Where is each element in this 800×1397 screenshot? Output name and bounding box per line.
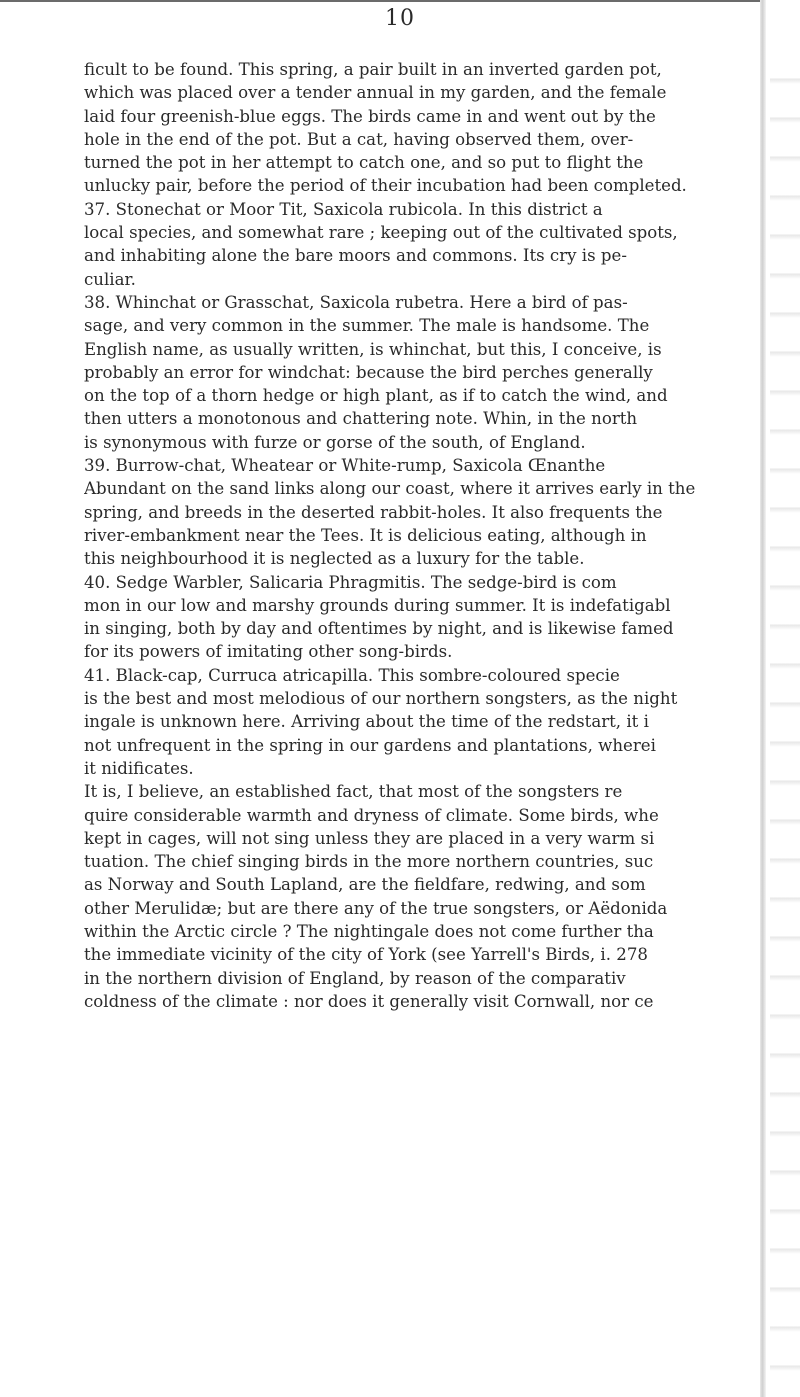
text-line: laid four greenish-blue eggs. The birds came in and went out by the [84,106,656,126]
text-line: then utters a monotonous and chattering note. Whin, in the north [84,409,638,429]
text-line: quire considerable warmth and dryness of climate. Some birds, whe [84,805,659,825]
text-line: hole in the end of the pot. But a cat, having observed them, over- [84,129,634,149]
text-line: 41. Black-cap, Curruca atricapilla. This sombre-coloured specie [84,665,620,685]
text-line: which was placed over a tender annual in my garden, and the female [84,83,667,103]
text-line: tuation. The chief singing birds in the more northern countries, suc [84,852,654,872]
text-line: it nidificates. [84,758,194,778]
page-top-edge [0,0,762,2]
text-line: is the best and most melodious of our northern songsters, as the night [84,689,678,709]
page-number: 10 [385,6,415,31]
text-line: for its powers of imitating other song-birds. [84,642,453,662]
text-line: the immediate vicinity of the city of York (see Yarrell's Birds, i. 278 [84,945,648,965]
text-line: in singing, both by day and oftentimes by night, and is likewise famed [84,619,674,639]
text-line: coldness of the climate : nor does it generally visit Cornwall, nor ce [84,991,654,1011]
text-line: sage, and very common in the summer. The male is handsome. The [84,316,650,336]
text-line: 37. Stonechat or Moor Tit, Saxicola rubicola. In this district a [84,199,603,219]
text-line: unlucky pair, before the period of their incubation had been completed. [84,176,687,196]
text-line: culiar. [84,269,136,289]
text-line: this neighbourhood it is neglected as a luxury for the table. [84,549,585,569]
text-line: Abundant on the sand links along our coast, where it arrives early in the [84,479,696,499]
text-line: probably an error for windchat: because the bird perches generally [84,362,653,382]
text-line: local species, and somewhat rare ; keeping out of the cultivated spots, [84,223,678,243]
text-line: English name, as usually written, is whinchat, but this, I conceive, is [84,339,662,359]
text-line: in the northern division of England, by reason of the comparativ [84,968,626,988]
text-line: river-embankment near the Tees. It is delicious eating, although in [84,525,647,545]
text-line: as Norway and South Lapland, are the fieldfare, redwing, and som [84,875,646,895]
text-line: on the top of a thorn hedge or high plant, as if to catch the wind, and [84,386,668,406]
text-line: mon in our low and marshy grounds during summer. It is indefatigabl [84,595,671,615]
text-line: and inhabiting alone the bare moors and commons. Its cry is pe- [84,246,627,266]
text-line: 40. Sedge Warbler, Salicaria Phragmitis. The sedge-bird is com [84,572,617,592]
page-right-edge [760,0,766,1397]
text-line: is synonymous with furze or gorse of the south, of England. [84,432,586,452]
text-line: spring, and breeds in the deserted rabbit-holes. It also frequents the [84,502,663,522]
text-line: turned the pot in her attempt to catch one, and so put to flight the [84,153,644,173]
text-line: ingale is unknown here. Arriving about the time of the redstart, it i [84,712,649,732]
text-line: within the Arctic circle ? The nightingale does not come further tha [84,921,654,941]
text-line: ficult to be found. This spring, a pair built in an inverted garden pot, [84,60,662,79]
text-line: It is, I believe, an established fact, that most of the songsters re [84,782,623,802]
facing-page-bleed [770,60,800,1397]
body-text [84,58,758,1013]
text-line: 38. Whinchat or Grasschat, Saxicola rubetra. Here a bird of pas- [84,292,628,312]
text-line: not unfrequent in the spring in our gardens and plantations, wherei [84,735,656,755]
text-line: kept in cages, will not sing unless they are placed in a very warm si [84,828,655,848]
text-line: 39. Burrow-chat, Wheatear or White-rump, Saxicola Œnanthe [84,456,606,476]
text-line: other Merulidæ; but are there any of the true songsters, or Aëdonida [84,898,668,918]
